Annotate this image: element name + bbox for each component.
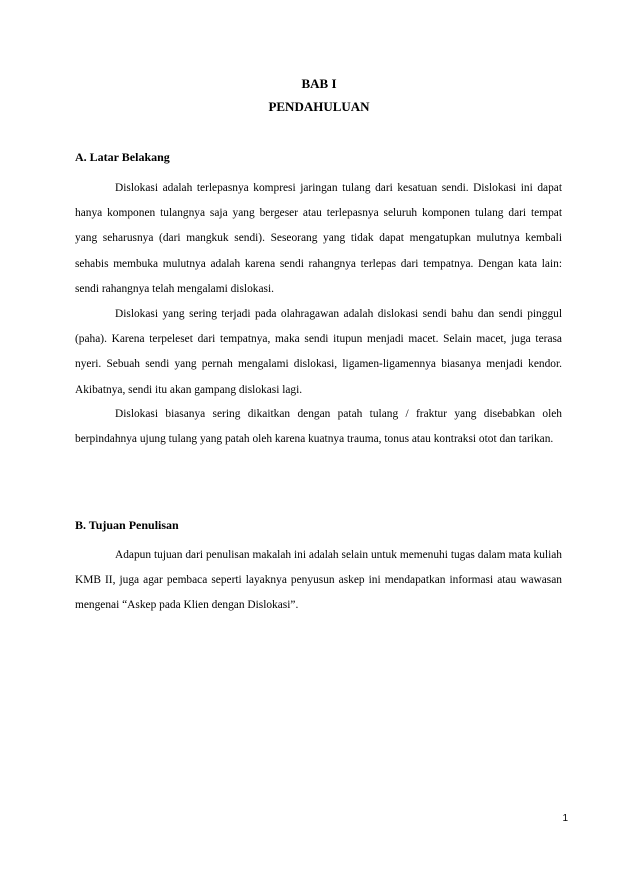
chapter-title: PENDAHULUAN — [268, 99, 370, 114]
paragraph-latar-belakang-2: Dislokasi yang sering terjadi pada olahragawan adalah dislokasi sendi bahu dan sendi pinggul (paha). Karena terpeleset dari tempatnya, maka sendi itupun menjadi macet. Selain macet, juga terasa nyeri. Sebuah sendi yang pernah mengalami dislokasi, ligamen-ligamennya biasanya menjadi kendor. Akibatnya, sendi itu akan gampang dislokasi lagi. — [75, 308, 562, 396]
chapter-label: BAB I — [301, 76, 337, 91]
paragraph-tujuan-penulisan-1: Adapun tujuan dari penulisan makalah ini adalah selain untuk memenuhi tugas dalam mata kuliah KMB II, juga agar pembaca seperti layaknya penyusun askep ini mendapatkan informasi atau wawasan mengenai “Askep pada Klien dengan Dislokasi”. — [75, 549, 562, 612]
paragraph-latar-belakang-1: Dislokasi adalah terlepasnya kompresi jaringan tulang dari kesatuan sendi. Dislokasi ini dapat hanya komponen tulangnya saja yang bergeser atau terlepasnya seluruh komponen tulang dari tempat yang seharusnya (dari mangkuk sendi). Seseorang yang tidak dapat mengatupkan mulutnya kembali sehabis membuka mulutnya adalah karena sendi rahangnya terlepas dari tempatnya. Dengan kata lain: sendi rahangnya telah mengalami dislokasi. — [75, 182, 562, 295]
paragraph-latar-belakang-3: Dislokasi biasanya sering dikaitkan dengan patah tulang / fraktur yang disebabkan oleh berpindahnya ujung tulang yang patah oleh karena kuatnya trauma, tonus atau kontraksi otot dan tarikan. — [75, 408, 562, 446]
section-title-tujuan-penulisan: B. Tujuan Penulisan — [75, 518, 179, 532]
page-number: 1 — [562, 813, 568, 824]
section-title-latar-belakang: A. Latar Belakang — [75, 150, 170, 164]
